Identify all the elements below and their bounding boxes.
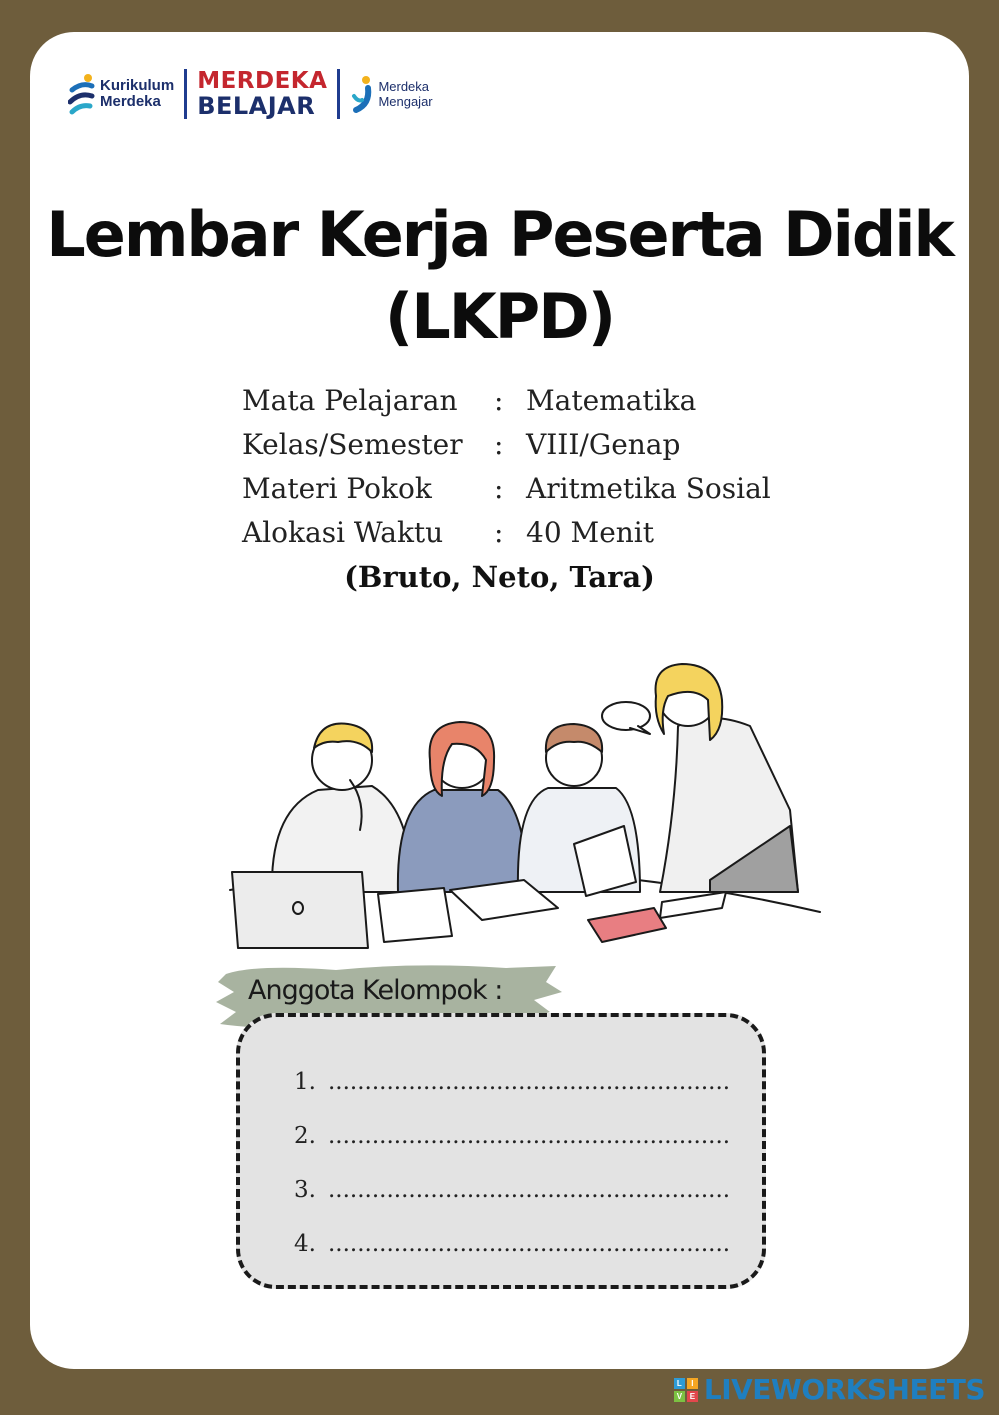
member-name-blank[interactable]: ....................................................... <box>328 1231 731 1257</box>
topic-subtitle: (Bruto, Neto, Tara) <box>344 560 655 594</box>
info-row <box>242 510 771 554</box>
kurikulum-logo-line2: Merdeka <box>100 93 161 110</box>
liveworksheets-brand[interactable] <box>674 1373 985 1406</box>
subject-info-table <box>242 378 771 554</box>
liveworksheets-cubes-icon <box>674 1378 698 1402</box>
member-number: 3. <box>294 1177 316 1203</box>
logo-divider <box>337 69 340 119</box>
member-number: 2. <box>294 1123 316 1149</box>
info-label: Kelas/Semester <box>242 427 463 461</box>
worksheet-page <box>30 32 969 1369</box>
member-row[interactable] <box>294 1177 730 1203</box>
member-number: 1. <box>294 1069 316 1095</box>
title-line2: (LKPD) <box>384 280 615 353</box>
page-title <box>30 194 969 358</box>
group-study-illustration <box>190 630 830 950</box>
merdeka-mengajar-logo <box>350 74 432 114</box>
info-value: VIII/Genap <box>526 427 681 461</box>
member-name-blank[interactable]: ....................................................... <box>328 1177 731 1203</box>
info-label: Alokasi Waktu <box>242 515 444 549</box>
member-number: 4. <box>294 1231 316 1257</box>
info-separator: : <box>494 427 504 461</box>
liveworksheets-wordmark: LIVEWORKSHEETS <box>703 1373 985 1406</box>
info-row <box>242 466 771 510</box>
kurikulum-merdeka-logo <box>68 72 174 116</box>
cube-letter: I <box>687 1378 698 1389</box>
member-row[interactable] <box>294 1069 730 1095</box>
group-members-label: Anggota Kelompok : <box>248 975 503 1006</box>
kurikulum-logo-line1: Kurikulum <box>100 77 175 94</box>
header-logos <box>68 66 433 122</box>
merdeka-belajar-line1: MERDEKA <box>197 68 328 94</box>
member-row[interactable] <box>294 1231 730 1257</box>
member-name-blank[interactable]: ....................................................... <box>328 1069 731 1095</box>
member-row[interactable] <box>294 1123 730 1149</box>
info-value: Aritmetika Sosial <box>526 471 771 505</box>
info-separator: : <box>494 383 504 417</box>
merdeka-mengajar-line2: Mengajar <box>378 94 433 109</box>
info-separator: : <box>494 515 504 549</box>
merdeka-belajar-logo <box>197 69 327 119</box>
info-row <box>242 378 771 422</box>
logo-divider <box>184 69 187 119</box>
title-line1: Lembar Kerja Peserta Didik <box>46 198 953 271</box>
kurikulum-merdeka-icon <box>68 72 96 116</box>
cube-letter: L <box>674 1378 685 1389</box>
info-value: Matematika <box>526 383 697 417</box>
member-name-blank[interactable]: ....................................................... <box>328 1123 731 1149</box>
group-members-box <box>236 1013 766 1289</box>
merdeka-mengajar-line1: Merdeka <box>378 79 430 94</box>
info-label: Materi Pokok <box>242 471 432 505</box>
info-label: Mata Pelajaran <box>242 383 458 417</box>
merdeka-mengajar-icon <box>350 74 374 114</box>
info-separator: : <box>494 471 504 505</box>
cube-letter: V <box>674 1391 685 1402</box>
cube-letter: E <box>687 1391 698 1402</box>
info-row <box>242 422 771 466</box>
merdeka-belajar-line2: BELAJAR <box>197 92 316 120</box>
info-value: 40 Menit <box>526 515 655 549</box>
